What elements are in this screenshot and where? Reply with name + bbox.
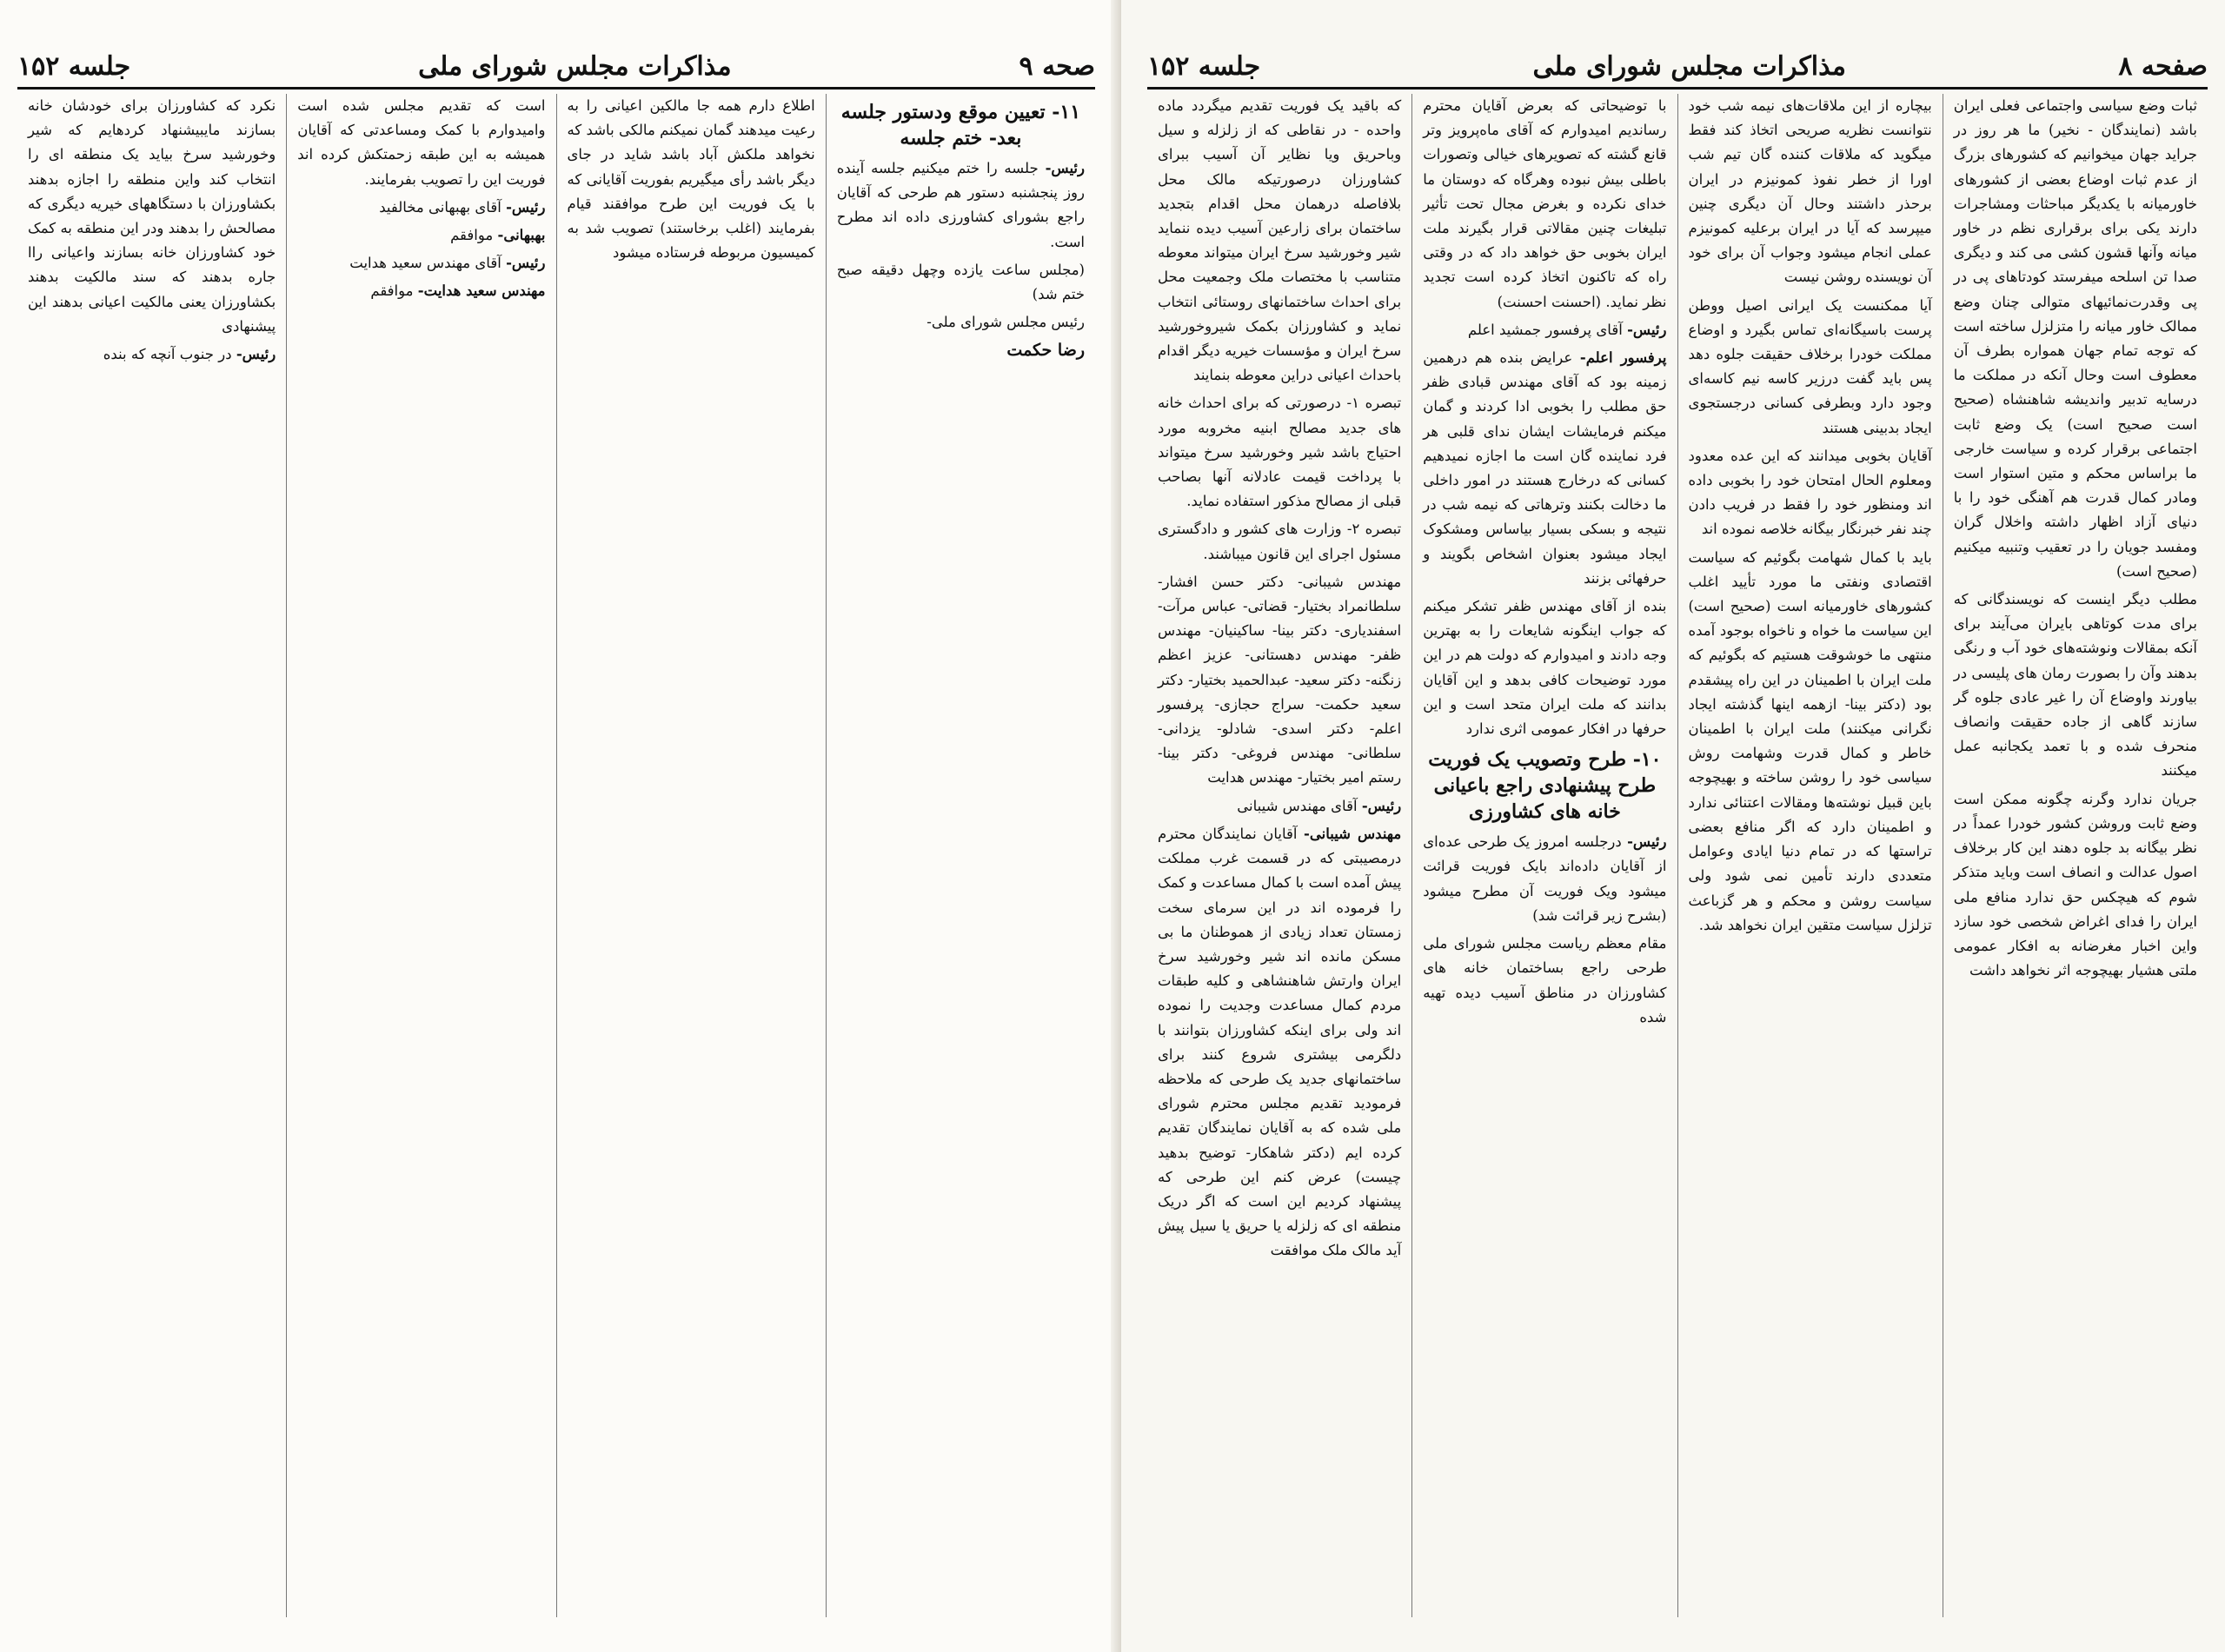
body-paragraph: بنده از آقای مهندس ظفر تشکر میکنم که جواب اینگونه شایعات را به بهترین وجه دادند و امیدوارم که دولت هم در این مورد توضیحات کافی بدهد و این آقایان بدانند که ملت ایران متحد است و این حرفها در افکار عمومی اثری ندارد (1423, 598, 1667, 738)
text-column (1147, 94, 1411, 1617)
text-column (1411, 94, 1677, 1617)
speaker-name: مهندس سعید هدایت- (417, 282, 546, 300)
section-heading: ۱۰- طرح وتصویب یک فوریت طرح پیشنهادی راجع باعیانی خانه های کشاورزی (1428, 748, 1662, 824)
speech-paragraph (1423, 318, 1666, 342)
speech-text: آقای پرفسور جمشید اعلم (1467, 321, 1623, 338)
speaker-name: رئیس- (1361, 797, 1402, 814)
speech-paragraph (1423, 830, 1666, 928)
speaker-name: مهندس شیبانی- (1304, 825, 1402, 842)
speech-text: آقایان نمایندگان محترم درمصیبتی که در قسمت غرب مملکت پیش آمده است با کمال مساعدت و کمک را فرموده اند در این سرمای سخت زمستان تعداد زیادی از هموطنان ما بی مسکن مانده اند شیر وخورشید سرخ ایران وارتش شاهنشاهی و کلیه طبقات مردم کمال مساعدت وجدیت را نموده اند ولی برای اینکه کشاورزان بتوانند با دلگرمی بیشتری شروع کنند برای ساختمانهای جدید یک طرحی که ملاحظه فرمودید تقدیم مجلس محترم شورای ملی شده که به آقایان نمایندگان تقدیم کرده ایم (دکتر شاهکار- توضیح بدهید چیست) عرض کنم این طرحی که پیشنهاد کردیم این است که اگر دریک منطقه ای که زلزله یا حریق یا سیل پیش آید مالک ملک موافقت (1158, 825, 1402, 1259)
text-column (17, 94, 286, 1617)
right-page (1121, 0, 2225, 1652)
body-paragraph: نکرد که کشاورزان برای خودشان خانه بسازند مایبیشنهاد کردهایم که شیر وخورشید سرخ بیاید یک منطقه ای را انتخاب کند واین منطقه را اجازه بدهند بکشاورزان با دستگاههای خیریه دیگری که مصالحش را بدهند ودر این منطقه به کمک خود کشاورزان خانه بسازند واعیانی راا جاره بدهند که سند مالکیت بدهند بکشاورزان یعنی مالکیت اعیانی بدهند این پیشنهادی (28, 97, 276, 335)
left-page-columns (17, 94, 1095, 1617)
speaker-name: رئیس- (506, 255, 546, 272)
body-paragraph: مطلب دیگر اینست که نویسندگانی که برای مدت کوتاهی بایران می‌آیند برای آنکه بمقالات ونوشته‌های خود آب و رنگی بدهند وآن را بصورت رمان های پلیسی در بیاورند واوضاع آن را غیر عادی جلوه گر سازند گاهی از جاده حقیقت وانصاف منحرف شده و با تعمد یکجانبه عمل میکنند (1953, 591, 2197, 780)
speech-paragraph (297, 251, 545, 275)
body-paragraph: تبصره ۲- وزارت های کشور و دادگستری مسئول اجرای این قانون میباشند. (1158, 521, 1402, 562)
page-header-title: مذاکرات مجلس شورای ملی (1532, 50, 1846, 82)
body-paragraph: رئیس مجلس شورای ملی- (927, 314, 1085, 331)
page-number: صحه ۹ (1019, 50, 1095, 82)
text-column (1943, 94, 2208, 1617)
body-paragraph: مقام معظم ریاست مجلس شورای ملی طرحی راجع بساختمان خانه های کشاورزان در مناطق آسیب دیده تهیه شده (1423, 935, 1667, 1025)
body-paragraph: باید با کمال شهامت بگوئیم که سیاست اقتصادی ونفتی ما مورد تأیید اغلب کشورهای خاورمیانه است (صحیح است) این سیاست ما خواه و ناخواه بوجود آمده منتهی ما خوشوقت هستیم که بگوئیم که ملت ایران با اطمینان در این راه پیشقدم بود (دکتر بینا- ازهمه اینها گذشته ایجاد نگرانی میکنند) ملت ایران با اطمینان خاطر و کمال قدرت وشهامت روش سیاسی خود را روشن ساخته و بهیچوجه باین قبیل نوشته‌ها ومقالات اعتنائی ندارد و اطمینان دارد که اگر منافع بعضی تراستها که در تمام دنیا ایادی وعوامل متعددی دارند تأمین نمی شود ولی سیاست روشن و محکم و هر گزباعث تزلزل سیاست متقین ایران نخواهد شد. (1688, 548, 1932, 933)
text-column (286, 94, 555, 1617)
speech-text: عرایض بنده هم درهمین زمینه بود که آقای مهندس قبادی ظفر حق مطلب را بخوبی ادا کردند و گمان میکنم فرمایشات ایشان ندای قلبی هر فرد نماینده گان است ما اجازه نمیدهیم کسانی که درخارج هستند در امور داخلی ما دخالت بکنند وترهاتی که نیمه شب در نتیجه و بسکی بسیار بیاساس ومشکوک ایجاد میشود بعنوان اشخاص بگویند و حرفهائی بزنند (1423, 349, 1667, 587)
speech-text: موافقم (450, 227, 494, 244)
speech-paragraph (837, 156, 1085, 255)
signature-name: رضا حکمت (1006, 341, 1085, 361)
left-page-header (17, 45, 1095, 90)
speech-paragraph (28, 342, 276, 367)
speech-paragraph (1158, 794, 1401, 819)
body-paragraph: آقایان بخوبی میدانند که این عده معدود ومعلوم الحال امتحان خود را بخوبی داده اند ومنظور خود را فقط در فریب دادن چند نفر خبرنگار بیگانه خلاصه نموده اند (1688, 447, 1932, 538)
right-page-columns (1147, 94, 2208, 1617)
speech-paragraph (297, 279, 545, 303)
speech-paragraph (297, 196, 545, 220)
speech-text: آقای مهندس سعید هدایت (349, 255, 501, 272)
speech-text: جلسه را ختم میکنیم جلسه آینده روز پنجشنبه دستور هم طرحی که آقایان راجع بشورای کشاورزی داده اند مطرح است. (836, 160, 1085, 250)
speech-text: موافقم (370, 282, 414, 300)
text-column (1677, 94, 1943, 1617)
speaker-name: پرفسور اعلم- (1579, 349, 1667, 367)
speech-text: آقای مهندس شیبانی (1237, 797, 1358, 814)
section-heading: ۱۱- تعیین موقع ودستور جلسه بعد- ختم جلسه (840, 101, 1081, 149)
page-header-title: مذاکرات مجلس شورای ملی (418, 50, 732, 82)
body-paragraph: آیا ممکنست یک ایرانی اصیل ووطن پرست باسیگانه‌ای تماس بگیرد و اوضاع مملکت خودرا برخلاف حقیقت جلوه دهد پس باید گفت درزیر کاسه نیم کاسه‌ای وجود دارد وبطرفی کسانی درجستجوی ایجاد بدبینی هستند (1688, 296, 1932, 436)
right-page-header (1147, 45, 2208, 90)
speech-paragraph (1158, 822, 1401, 1264)
body-paragraph: (مجلس ساعت یازده وچهل دقیقه صبح ختم شد) (836, 261, 1085, 303)
speaker-name: رئیس- (506, 198, 546, 216)
speaker-name: رئیس- (1627, 321, 1667, 338)
speech-text: درجلسه امروز یک طرحی عده‌ای از آقایان داده‌اند بایک فوریت قرائت میشود ویک فوریت آن مطرح میشود (بشرح زیر قرائت شد) (1423, 833, 1667, 924)
text-column (826, 94, 1095, 1617)
body-paragraph: مهندس شیبانی- دکتر حسن افشار- سلطانمراد بختیار- قضاتی- عباس مرآت- اسفندیاری- دکتر بینا- ساکینیان- مهندس ظفر- مهندس دهستانی- عزیز اعظم زنگنه- دکتر سعید- عبدالحمید بختیار- دکتر سعید حکمت- سراج حجازی- پرفسور اعلم- دکتر اسدی- شادلو- یزدانی- سلطانی- مهندس فروغی- دکتر بینا- رستم امیر بختیار- مهندس هدایت (1158, 573, 1402, 786)
body-paragraph: که باقید یک فوریت تقدیم میگردد ماده واحده - در نقاطی که از زلزله و سیل وباحریق ویا نظایر آن آسیب ببرای کشاورزان درصورتیکه مالک محل بلافاصله درهمان محل اقدام بتجدید ساختمان برای زارعین آسیب دیده ننماید شیر وخورشید سرخ ایران میتواند معوطه متناسب با مختصات ملک وجمعیت محل برای احداث ساختمانهای روستائی انتخاب نماید و کشاورزان بکمک شیروخورشید سرخ ایران و مؤسسات خیریه دیگر اقدام باحداث اعیانی دراین معوطه بنمایند (1158, 97, 1402, 384)
body-paragraph: جریان ندارد وگرنه چگونه ممکن است وضع ثابت وروشن کشور خودرا عمداً در نظر بیگانه بد جلوه دهند این کار برخلاف اصول عدالت و انصاف است وباید متذکر شوم که هیچکس حق ندارد منافع ملی ایران را فدای اغراض شخصی خود سازد واین اخبار مغرضانه به افکار عمومی ملتی هشیار بهیچوجه اثر نخواهد داشت (1953, 790, 2197, 979)
speech-paragraph (1423, 346, 1666, 591)
speech-text: آقای بهبهانی مخالفید (379, 198, 501, 216)
session-number: جلسه ۱۵۲ (1147, 50, 1261, 82)
speaker-name: رئیس- (1627, 833, 1667, 851)
body-paragraph: بیچاره از این ملاقات‌های نیمه شب خود نتوانست نظریه صریحی اتخاذ کند فقط میگوید که ملاقات کننده گان تیم شب اورا از خطر نفوذ کمونیزم در ایران برحذر داشتند وحال آن دیگری چنین میپرسد که آیا در ایران برعلیه کمونیزم عملی انجام میشود وجواب آن برای خود آن نویسنده روشن نیست (1688, 97, 1932, 286)
body-paragraph: با توضیحاتی که بعرض آقایان محترم رساندیم امیدوارم که آقای ماه‌پرویز وتر قانع گشته که تصویرهای خیالی وتصورات باطلی بیش نبوده وهرگاه که دوستان ما خدای نکرده و بغرض مجال تحت تأثیر تبلیغات چنین مقالاتی قرار بگیرند ملت ایران بخوبی حق خواهد داد که در وقتی راه که تاکنون اتخاذ کرده است تجدید نظر نماید. (احسنت احسنت) (1423, 97, 1667, 310)
body-paragraph: است که تقدیم مجلس شده است وامیدوارم با کمک ومساعدتی که آقایان همیشه به این طبقه زحمتکش کرده اند فوریت این را تصویب بفرمایند. (297, 97, 546, 188)
speaker-name: رئیس- (1045, 160, 1085, 176)
body-paragraph: اطلاع دارم همه جا مالکین اعیانی را به رعیت میدهند گمان نمیکنم مالکی باشد که نخواهد ملکش آباد باشد شاید در جای دیگر باشد رأی میگیریم بفوریت آقایانی که با یک فوریت این طرح موافقند قیام بفرمایند (اغلب برخاستند) تصویب شد به کمیسیون مربوطه فرستاده میشود (567, 97, 815, 262)
body-paragraph: ثبات وضع سیاسی واجتماعی فعلی ایران باشد (نمایندگان - نخیر) ما هر روز در جراید جهان میخوانیم که کشورهای بزرگ از عدم ثبات اوضاع بعضی از کشورهای خاورمیانه با یکدیگر مباحثات ومشاجرات دارند یکی برای برقراری نظم در خاور میانه وآنها قشون کشی می کند و دیگری صدا تن اسلحه میفرستد کودتاهای پی در پی وقدرت‌نمائیهای متوالی چنان وضع ممالک خاور میانه را متزلزل ساخته است که توجه تمام جهان همواره بطرف آن معطوف است وحال آنکه در مملکت ما درسایه تدبیر واندیشه شاهنشاه (صحیح است صحیح است) یک وضع ثابت اجتماعی برقرار کرده و سیاست خارجی ما براساس محکم و متین استوار است ومادر کمال قدرت هم آهنگی خود را با دنیای آزاد اظهار داشته واخلال گران ومفسد جویان را در تعقیب وتنبیه میکنیم (صحیح است) (1953, 97, 2197, 580)
speaker-name: رئیس- (236, 346, 276, 363)
session-number: جلسه ۱۵۲ (17, 50, 131, 82)
page-number: صفحه ۸ (2118, 50, 2208, 82)
text-column (556, 94, 826, 1617)
body-paragraph: تبصره ۱- درصورتی که برای احداث خانه های جدید مصالح ابنیه مخروبه مورد احتیاج باشد شیر وخورشید سرخ میتواند با پرداخت قیمت عادلانه آنها بصاحب قبلی از مصالح مذکور استفاده نماید. (1158, 395, 1402, 510)
speech-paragraph (297, 223, 545, 248)
speech-text: در جنوب آنچه که بنده (103, 346, 232, 363)
speaker-name: بهبهانی- (497, 227, 546, 244)
